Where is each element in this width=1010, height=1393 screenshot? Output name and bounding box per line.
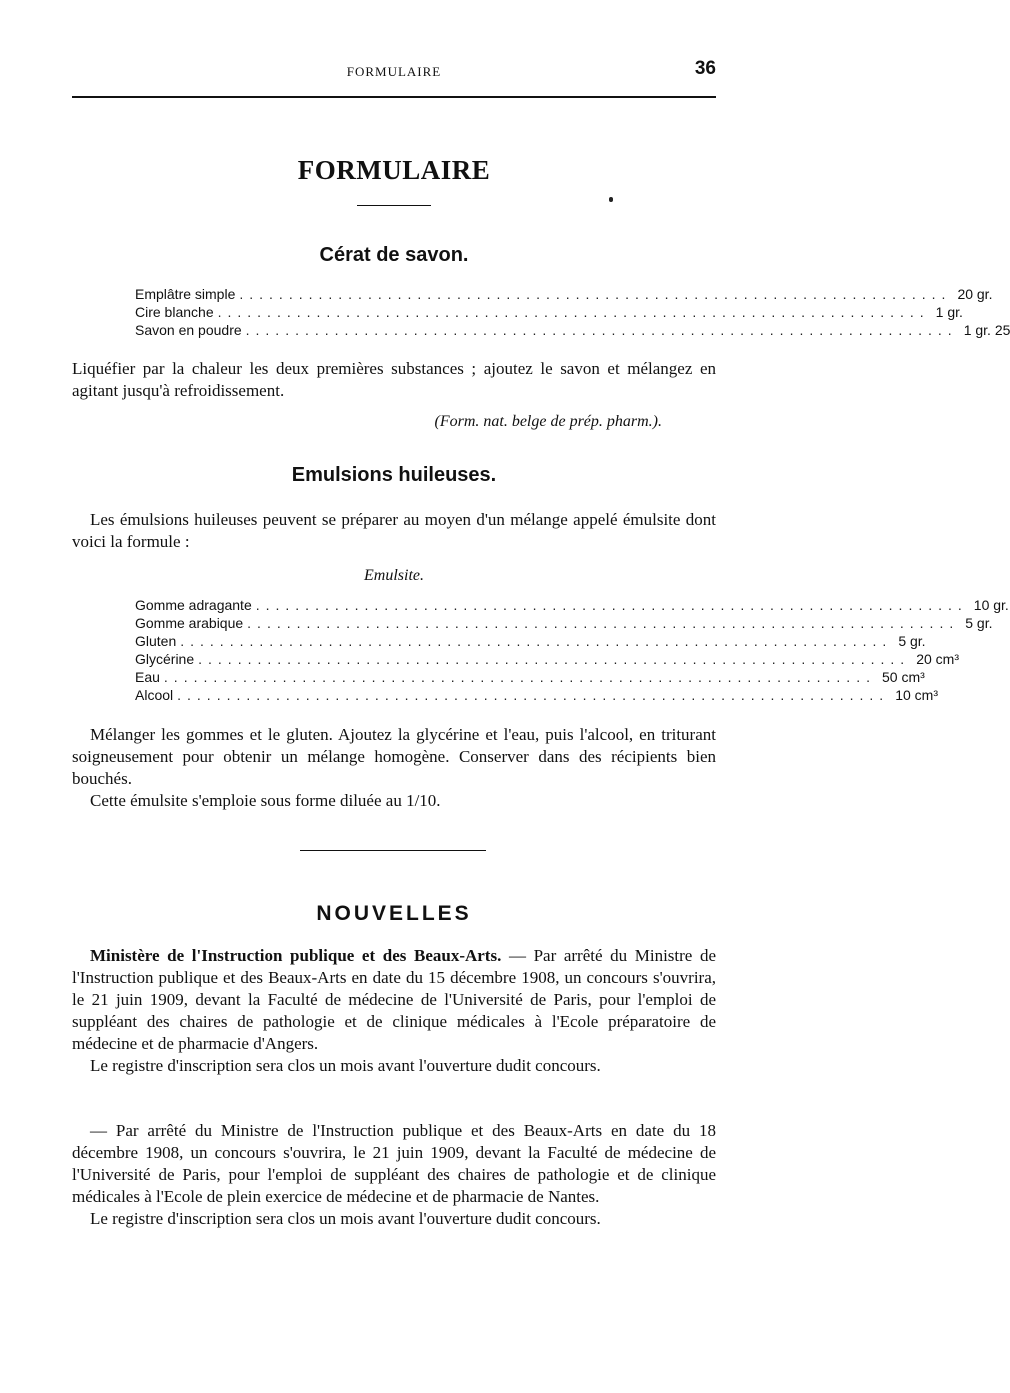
nouvelles-item-2-text: — Par arrêté du Ministre de l'Instruction publique et des Beaux-Arts en date du 18 décembre 1908, un concours s'ouvrira, le 21 juin 1909, devant la Faculté de médecine de l'Université de Paris, pour l'emploi de suppléant des chaires de pathologie et de clinique médicales à l'Ecole de plein exercice de médecine et de pharmacie de Nantes.	[72, 1121, 716, 1206]
dot-leader: ........................................................................	[177, 687, 890, 703]
dot-leader: ........................................................................	[239, 286, 952, 302]
dot-leader: ........................................................................	[198, 651, 911, 667]
dot-leader: ........................................................................	[163, 669, 876, 685]
nouvelles-item-1-text	[72, 945, 716, 1055]
header-rule	[72, 96, 716, 98]
emulsite-instructions-text: Mélanger les gommes et le gluten. Ajoutez la glycérine et l'eau, puis l'alcool, en triturant soigneusement pour obtenir un mélange homogène. Conserver dans des récipients bien bouchés.	[72, 725, 716, 788]
ingredient-amount: 1 gr. 25	[963, 322, 1010, 338]
dot-leader: ........................................................................	[247, 615, 960, 631]
ingredient-name: Savon en poudre	[135, 322, 242, 338]
ingredient-name: Gomme arabique	[135, 615, 244, 631]
ingredient-amount: 50 cm³	[881, 669, 925, 685]
ink-mark	[609, 197, 613, 202]
nouvelles-title: NOUVELLES	[316, 902, 472, 925]
recipe-row	[135, 668, 925, 686]
emulsions-intro-text: Les émulsions huileuses peuvent se préparer au moyen d'un mélange appelé émulsite dont voici la formule :	[72, 510, 716, 551]
cerat-recipe	[135, 285, 1010, 339]
running-title: FORMULAIRE	[346, 64, 442, 79]
emulsite-instructions	[72, 724, 716, 812]
nouvelles-item-1-registre: Le registre d'inscription sera clos un mois avant l'ouverture dudit concours.	[90, 1056, 601, 1075]
ingredient-amount: 20 gr.	[957, 286, 993, 302]
ingredient-amount: 5 gr.	[965, 615, 993, 631]
emulsite-usage-text: Cette émulsite s'emploie sous forme diluée au 1/10.	[90, 791, 441, 810]
ingredient-amount: 1 gr.	[935, 304, 963, 320]
nouvelles-item-2-registre: Le registre d'inscription sera clos un mois avant l'ouverture dudit concours.	[90, 1209, 601, 1228]
ingredient-amount: 20 cm³	[916, 651, 959, 667]
cerat-citation: (Form. nat. belge de prép. pharm.).	[434, 413, 662, 430]
running-head	[72, 58, 716, 82]
ingredient-amount: 5 gr.	[898, 633, 926, 649]
nouvelles-item-2	[72, 1120, 716, 1230]
dot-leader: ........................................................................	[245, 322, 958, 338]
ingredient-amount: 10 cm³	[895, 687, 938, 703]
title-underline	[357, 205, 431, 206]
nouvelles-item-1	[72, 945, 716, 1077]
section-title: FORMULAIRE	[297, 155, 491, 185]
section-divider	[300, 850, 486, 851]
recipe-row	[135, 650, 959, 668]
dot-leader: ........................................................................	[217, 304, 930, 320]
dot-leader: ........................................................................	[255, 597, 968, 613]
nouvelles-item-1-body: — Par arrêté du Ministre de l'Instruction publique et des Beaux-Arts en date du 15 décembre 1908, un concours s'ouvrira, le 21 juin 1909, devant la Faculté de médecine de l'Université de Paris, pour l'emploi de suppléant des chaires de pathologie et de clinique médicales à l'Ecole préparatoire de médecine et de pharmacie d'Angers.	[72, 946, 717, 1053]
nouvelles-item-1-lead: Ministère de l'Instruction publique et des Beaux-Arts.	[90, 946, 502, 965]
recipe-row	[135, 321, 1010, 339]
cerat-instructions	[72, 358, 716, 402]
ingredient-name: Gluten	[135, 633, 177, 649]
recipe-row	[135, 686, 938, 704]
cerat-title: Cérat de savon.	[319, 244, 469, 266]
recipe-row	[135, 614, 993, 632]
emulsions-intro	[72, 509, 716, 553]
ingredient-name: Glycérine	[135, 651, 195, 667]
ingredient-name: Gomme adragante	[135, 597, 252, 613]
emulsions-title: Emulsions huileuses.	[291, 464, 497, 486]
recipe-row	[135, 632, 926, 650]
ingredient-name: Eau	[135, 669, 160, 685]
recipe-row	[135, 285, 993, 303]
dot-leader: ........................................................................	[180, 633, 893, 649]
ingredient-name: Cire blanche	[135, 304, 214, 320]
emulsite-subhead: Emulsite.	[364, 567, 424, 584]
ingredient-name: Emplâtre simple	[135, 286, 236, 302]
ingredient-name: Alcool	[135, 687, 174, 703]
page-number: 36	[694, 58, 716, 79]
cerat-instructions-text: Liquéfier par la chaleur les deux premières substances ; ajoutez le savon et mélangez en agitant jusqu'à refroidissement.	[72, 359, 716, 400]
ingredient-amount: 10 gr.	[973, 597, 1009, 613]
recipe-row	[135, 596, 1009, 614]
emulsite-recipe	[135, 596, 1009, 704]
recipe-row	[135, 303, 963, 321]
